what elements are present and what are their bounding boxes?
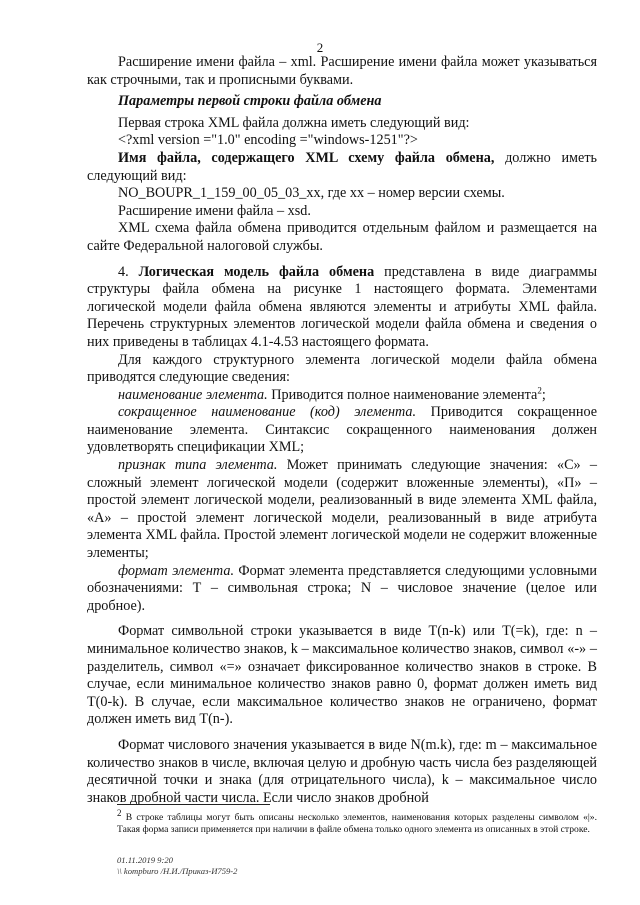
paragraph-logical-model <box>87 264 597 352</box>
footnote-divider <box>117 804 270 805</box>
xml-declaration: <?xml version ="1.0" encoding ="windows-1251"?> <box>118 132 418 149</box>
element-type-text: Может принимать следующие значения: «С» – сложный элемент логической модели (содержит вложенные элементы), «П» – простой элемент логической модели, реализованный в виде элемента XML файла, «А» – простой элемент логической модели, реализованный в виде атрибута элемента XML файла. Простой элемент логической модели не содержит вложенные элементы; <box>87 457 597 562</box>
document-body <box>87 54 597 807</box>
paragraph-extension-xsd: Расширение имени файла – xsd. <box>118 202 311 219</box>
item-element-name <box>87 384 597 405</box>
stamp-path: \\ kompburo /Н.И./Приказ-И759-2 <box>117 866 238 876</box>
section-number: 4. <box>118 263 139 280</box>
footnote-text: В строке таблицы могут быть описаны несколько элементов, наименования которых разделены символом «|». Такая форма записи применяется при наличии в файле обмена только одного элемента из описанных в этой строке. <box>117 812 597 836</box>
paragraph-schema-name <box>87 150 597 185</box>
element-code-label: сокращенное наименование (код) элемента. <box>118 404 417 421</box>
logical-model-bold: Логическая модель файла обмена <box>138 263 375 280</box>
element-name-label: наименование элемента. <box>118 386 268 403</box>
element-type-label: признак типа элемента. <box>118 457 278 474</box>
element-name-text: Приводится полное наименование элемента <box>267 386 538 403</box>
stamp-date: 01.11.2019 9:20 <box>117 855 173 865</box>
element-name-end: ; <box>541 386 546 403</box>
logical-model-rest: представлена в виде диаграммы структуры файла обмена на рисунке 1 настоящего формата. Элементами логической модели файла обмена являются элементы и атрибуты XML файла. Перечень структурных элементов логической модели файла обмена и сведения о них приведены в таблицах 4.1-4.53 настоящего формата. <box>87 263 598 350</box>
document-stamp <box>117 855 237 877</box>
schema-name-rest: должно иметь следующий вид: <box>87 149 597 184</box>
page-number: 2 <box>316 40 324 55</box>
paragraph-first-line: Первая строка XML файла должна иметь следующий вид: <box>118 114 470 131</box>
item-element-format <box>87 563 597 616</box>
schema-file-name: NO_BOUPR_1_159_00_05_03_xx, где xx – номер версии схемы. <box>118 185 505 202</box>
schema-name-bold: Имя файла, содержащего XML схему файла обмена, <box>118 149 495 166</box>
section-heading-first-line-params: Параметры первой строки файла обмена <box>118 93 382 110</box>
paragraph-schema-site: XML схема файла обмена приводится отдельным файлом и размещается на сайте Федеральной налоговой службы. <box>87 220 597 254</box>
element-format-text: Формат элемента представляется следующими условными обозначениями: Т – символьная строка; N – числовое значение (целое или дробное). <box>87 562 597 614</box>
element-code-text: Приводится сокращенное наименование элемента. Синтаксис сокращенного наименования должен удовлетворять спецификации XML; <box>87 404 598 456</box>
paragraph-extension-xml: Расширение имени файла – xml. Расширение имени файла может указываться как строчными, так и прописными буквами. <box>87 54 597 88</box>
paragraph-string-format: Формат символьной строки указывается в виде Т(n-k) или Т(=k), где: n – минимальное количество знаков, k – максимальное количество знаков, символ «-» – разделитель, символ «=» означает фиксированное количество знаков в строке. В случае, если минимальное количество знаков равно 0, формат должен иметь вид Т(0-k). В случае, если максимальное количество знаков не ограничено, формат должен иметь вид Т(n-). <box>87 623 597 728</box>
footnote-ref: 2 <box>537 384 542 395</box>
footnote-number: 2 <box>117 807 122 818</box>
paragraph-number-format: Формат числового значения указывается в виде N(m.k), где: m – максимальное количество знаков в числе, включая целую и дробную часть числа без разделяющей десятичной точки и знака (для отрицательного числа), k – максимальное число знаков дробной части числа. Если число знаков дробной <box>87 736 597 806</box>
element-format-label: формат элемента. <box>118 562 234 579</box>
footnote <box>117 807 597 837</box>
item-element-code <box>87 404 597 457</box>
item-element-type <box>87 457 597 563</box>
paragraph-each-element: Для каждого структурного элемента логической модели файла обмена приводятся следующие сведения: <box>87 351 597 386</box>
